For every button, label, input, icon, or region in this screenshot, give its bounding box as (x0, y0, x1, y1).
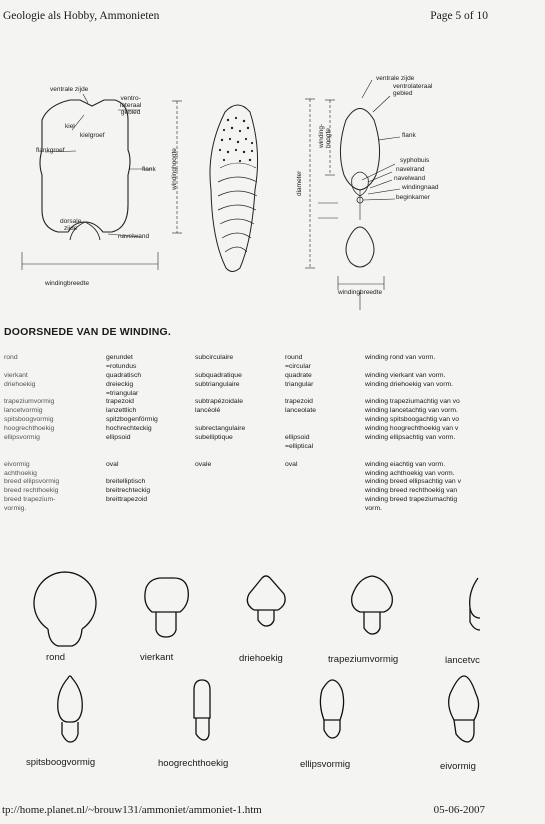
table-cell: winding rond van vorm. (365, 354, 436, 361)
label-flankgroef: flankgroef (36, 147, 65, 154)
table-cell: subquadratique (195, 371, 242, 379)
table-cell: =triangular (106, 389, 139, 397)
shape-label-eivormig: eivormig (440, 761, 476, 772)
table-cell: lanceolate (285, 407, 316, 415)
label-navelrand: navelrand (396, 166, 425, 173)
table-cell: subtriangulaire (195, 380, 240, 388)
table-cell: =elliptical (285, 442, 314, 450)
table-cell: winding breed trapeziumachtig (365, 496, 458, 504)
section-title: DOORSNEDE VAN DE WINDING. (4, 326, 171, 338)
shape-label-hoogrechthoekig: hoogrechthoekig (158, 758, 229, 769)
table-cell: round (285, 354, 303, 361)
table-cell: winding trapeziumachtig van vo (365, 398, 460, 406)
table-cell: driehoekig (4, 380, 36, 388)
table-cell: eivormig (4, 460, 30, 468)
table-cell: ellipsoid (106, 434, 131, 442)
shape-ellipsvormig-icon (320, 680, 343, 738)
label-right-navelwand: navelwand (394, 175, 426, 182)
label-right-diameter: diameter (296, 170, 303, 196)
table-cell: quadrate (285, 371, 312, 379)
table-cell: subtrapézoidale (195, 398, 243, 406)
table-cell: vierkant (4, 371, 28, 379)
label-right-windingbreedte: windingbreedte (338, 289, 383, 296)
table-cell: subrectangulaire (195, 425, 246, 433)
table-cell: winding achthoekig van vorm. (365, 469, 455, 477)
table-cell: lancetvormig (4, 407, 43, 415)
table-cell: spitsboogvormig (4, 416, 54, 424)
label-kiel: kiel (65, 123, 75, 130)
table-cell: breittrapezoid (106, 496, 148, 504)
table-cell: lanzettlich (106, 407, 137, 415)
shape-rond-icon (34, 572, 96, 646)
shape-label-lancetvormig: lancetvc (445, 655, 480, 666)
table-cell: breed trapezium- (4, 496, 56, 504)
shape-label-vierkant: vierkant (140, 652, 174, 663)
shape-lancetvormig-icon (470, 578, 480, 630)
table-cell: breed ellipsvormig (4, 478, 60, 486)
shape-label-rond: rond (46, 652, 66, 663)
shape-label-driehoekig: driehoekig (239, 653, 283, 664)
shape-spitsboogvormig-icon (58, 676, 83, 742)
page-number: Page 5 of 10 (430, 10, 488, 22)
label-ventrale-zijde: ventrale zijde (50, 86, 89, 93)
table-cell: winding breed rechthoekig van (365, 487, 458, 495)
label-ventrolateraal: ventro- lateraal gebied (120, 95, 142, 116)
table-cell: winding ellipsachtig van vorm. (365, 434, 456, 442)
table-cell: trapezoid (285, 398, 313, 406)
label-windingbreedte: windingbreedte (45, 280, 90, 287)
table-cell: spitzbogenförmig (106, 416, 158, 424)
table-cell: breitelliptisch (106, 478, 146, 486)
table-cell: quadratisch (106, 371, 142, 379)
table-cell: winding breed ellipsachtig van v (365, 478, 461, 486)
table-cell: winding hoogrechthoekig van v (365, 425, 459, 433)
table-cell: trapezoid (106, 398, 134, 406)
shape-label-spitsboogvormig: spitsboogvormig (26, 757, 96, 768)
table-cell: rond (4, 354, 18, 361)
shape-trapeziumvormig-icon (352, 576, 393, 634)
label-windinghoogte: windinghoogte (171, 148, 178, 190)
footer-date: 05-06-2007 (433, 804, 485, 816)
table-cell: subelliptique (195, 434, 233, 442)
table-cell: ellipsvormig (4, 434, 40, 442)
shape-vierkant-icon (145, 578, 188, 637)
footer-url: tp://home.planet.nl/~brouw131/ammoniet/ammoniet-1.htm (2, 804, 262, 816)
table-cell: winding eiachtig van vorm. (365, 460, 446, 468)
label-kielgroef: kielgroef (80, 132, 105, 139)
shape-driehoekig-icon (247, 576, 285, 626)
shape-label-ellipsvormig: ellipsvormig (300, 759, 351, 770)
table-cell: oval (285, 460, 298, 468)
page-header-title: Geologie als Hobby, Ammonieten (3, 10, 160, 22)
table-cell: subcirculaire (195, 354, 234, 361)
table-cell: winding spitsboogachtig van vo (365, 416, 460, 424)
label-right-ventrolateraal: ventrolateraal gebied (393, 83, 433, 97)
table-cell: winding driehoekig van vorm. (365, 380, 454, 388)
label-right-windinghoogte: winding- hoogte (318, 123, 332, 148)
table-cell: lancéolé (195, 407, 221, 415)
table-cell: hoogrechthoekig (4, 425, 55, 433)
label-dorsale-zijde: dorsale zijde (60, 218, 82, 232)
table-cell: oval (106, 460, 119, 468)
table-cell: breitrechteckig (106, 487, 151, 495)
shape-hoogrechthoekig-icon (194, 680, 210, 740)
label-beginkamer: beginkamer (396, 194, 430, 201)
label-windingnaad: windingnaad (402, 184, 439, 191)
label-navelwand: navelwand (118, 233, 150, 240)
table-cell: winding lancetachtig van vorm. (365, 407, 458, 415)
table-cell: gerundet (106, 354, 133, 361)
table-cell: trapeziumvormig (4, 398, 55, 406)
table-cell: vorm. (365, 505, 382, 513)
table-cell: =rotundus (106, 362, 137, 370)
table-cell: dreieckig (106, 380, 134, 388)
table-cell: triangular (285, 380, 314, 388)
table-cell: breed rechthoekig (4, 487, 59, 495)
label-right-flank: flank (402, 132, 416, 139)
table-cell: hochrechteckig (106, 425, 152, 433)
label-flank: flank (142, 166, 156, 173)
table-cell: ovale (195, 460, 212, 468)
table-cell: achthoekig (4, 469, 37, 477)
label-syphobuis: syphobuis (400, 157, 430, 164)
table-cell: winding vierkant van vorm. (365, 371, 446, 379)
label-right-ventrale-zijde: ventrale zijde (376, 75, 415, 82)
table-cell: ellipsoid (285, 434, 310, 442)
shape-label-trapeziumvormig: trapeziumvormig (328, 654, 399, 665)
table-cell: vormig. (4, 505, 27, 513)
shape-eivormig-icon (449, 676, 479, 742)
table-cell: =circular (285, 362, 311, 370)
